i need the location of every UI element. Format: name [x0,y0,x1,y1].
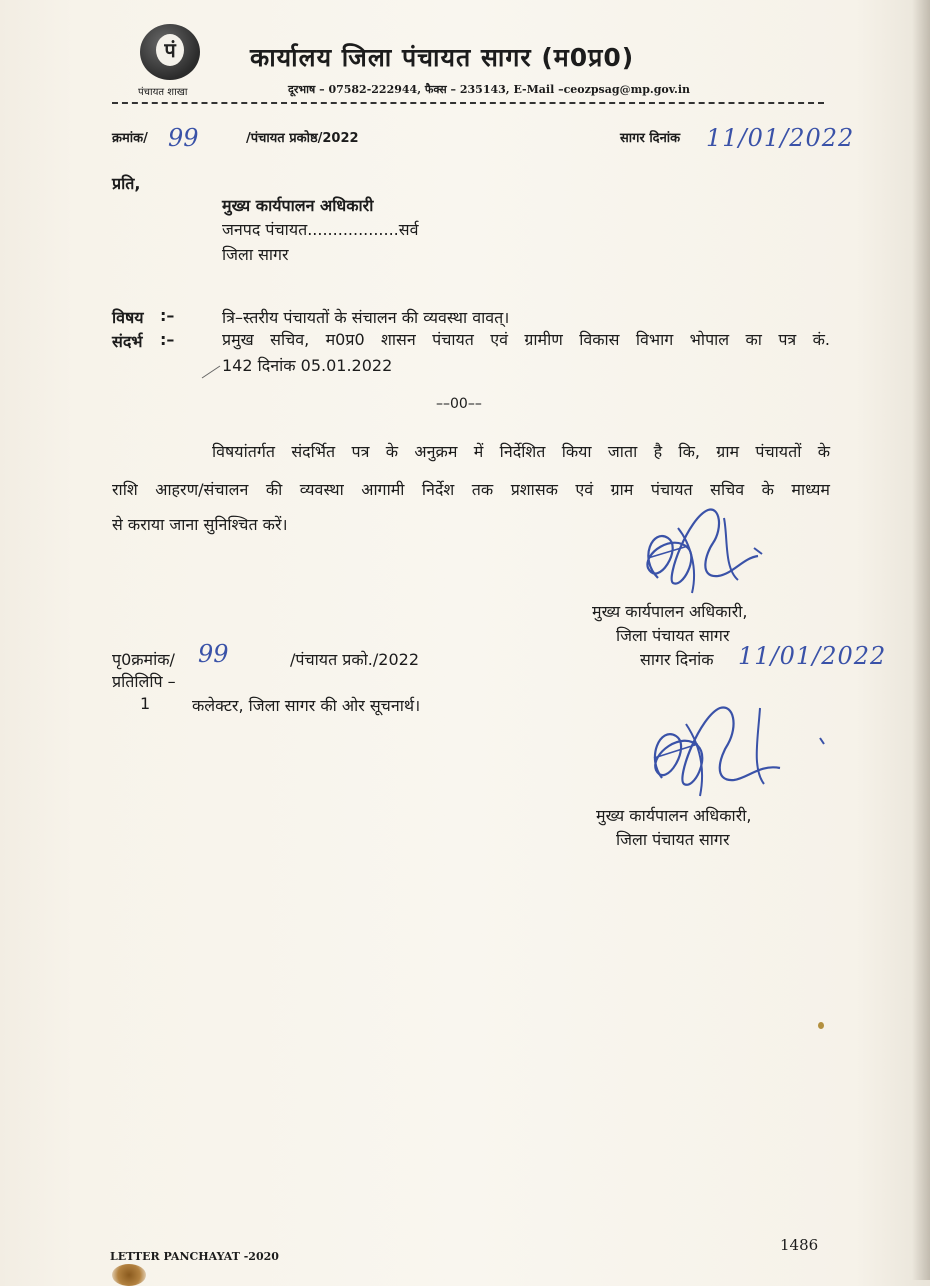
page-number: 1486 [780,1236,819,1254]
endorsement-date-handwritten: 11/01/2022 [738,642,887,670]
endorsement-number-label: पृ0क्रमांक/ [112,650,175,669]
endorsement-suffix: /पंचायत प्रको./2022 [290,650,420,669]
page-edge-shadow [912,0,930,1280]
ref-date-label: सागर दिनांक [620,131,681,146]
signature2-line1: मुख्य कार्यपालन अधिकारी, [596,806,752,825]
signature1-line1: मुख्य कार्यपालन अधिकारी, [592,602,748,621]
logo-glyph: पं [156,34,184,66]
tick-mark [200,362,224,380]
letterhead-divider [112,102,824,104]
endorsement-date-label: सागर दिनांक [640,650,714,669]
logo-caption: पंचायत शाखा [138,87,188,98]
paper-stain [112,1264,146,1286]
paper-speck [818,1022,824,1029]
subject-colon: :– [160,306,175,325]
recipient-line3: जिला सागर [222,245,289,264]
sandarbh-line1: प्रमुख सचिव, म0प्र0 शासन पंचायत एवं ग्रामीण विकास विभाग भोपाल का पत्र कं. [222,330,830,349]
body-line2: राशि आहरण/संचालन की व्यवस्था आगामी निर्देश तक प्रशासक एवं ग्राम पंचायत सचिव के माध्यम [112,480,830,499]
subject-label: विषय [112,308,144,327]
copy-item-text: कलेक्टर, जिला सागर की ओर सूचनार्थ। [192,696,421,715]
signature2-scribble [640,698,830,808]
signature2-line2: जिला पंचायत सागर [616,830,730,849]
body-line3: से कराया जाना सुनिश्चित करें। [112,515,288,534]
subject-text: त्रि–स्तरीय पंचायतों के संचालन की व्यवस्था वावत्। [222,308,510,327]
sandarbh-line2: 142 दिनांक 05.01.2022 [222,356,393,375]
ref-number-suffix: /पंचायत प्रकोष्ठ/2022 [246,131,359,146]
office-title: कार्यालय जिला पंचायत सागर (म0प्र0) [250,43,635,72]
recipient-line2: जनपद पंचायत..................सर्व [222,220,419,239]
copy-item-number: 1 [140,694,151,713]
ref-number-handwritten: 99 [168,124,199,152]
recipient-line1: मुख्य कार्यपालन अधिकारी [222,196,374,215]
sandarbh-label: संदर्भ [112,332,143,351]
ref-number-label: क्रमांक/ [112,131,148,146]
endorsement-number-handwritten: 99 [198,640,229,668]
contact-line: दूरभाष – 07582-222944, फैक्स – 235143, E-Mail –ceozpsag@mp.gov.in [288,83,691,96]
footer-note: LETTER PANCHAYAT -2020 [110,1250,279,1263]
body-line1: विषयांतर्गत संदर्भित पत्र के अनुक्रम में निर्देशित किया जाता है कि, ग्राम पंचायतों के [212,442,830,461]
sandarbh-colon: :– [160,330,175,349]
ref-date-handwritten: 11/01/2022 [706,124,855,152]
recipient-prati: प्रति, [112,174,141,193]
signature1-line2: जिला पंचायत सागर [616,626,730,645]
section-divider: ––00–– [436,396,482,412]
copy-label: प्रतिलिपि – [112,672,176,691]
panchayat-logo [140,24,200,80]
